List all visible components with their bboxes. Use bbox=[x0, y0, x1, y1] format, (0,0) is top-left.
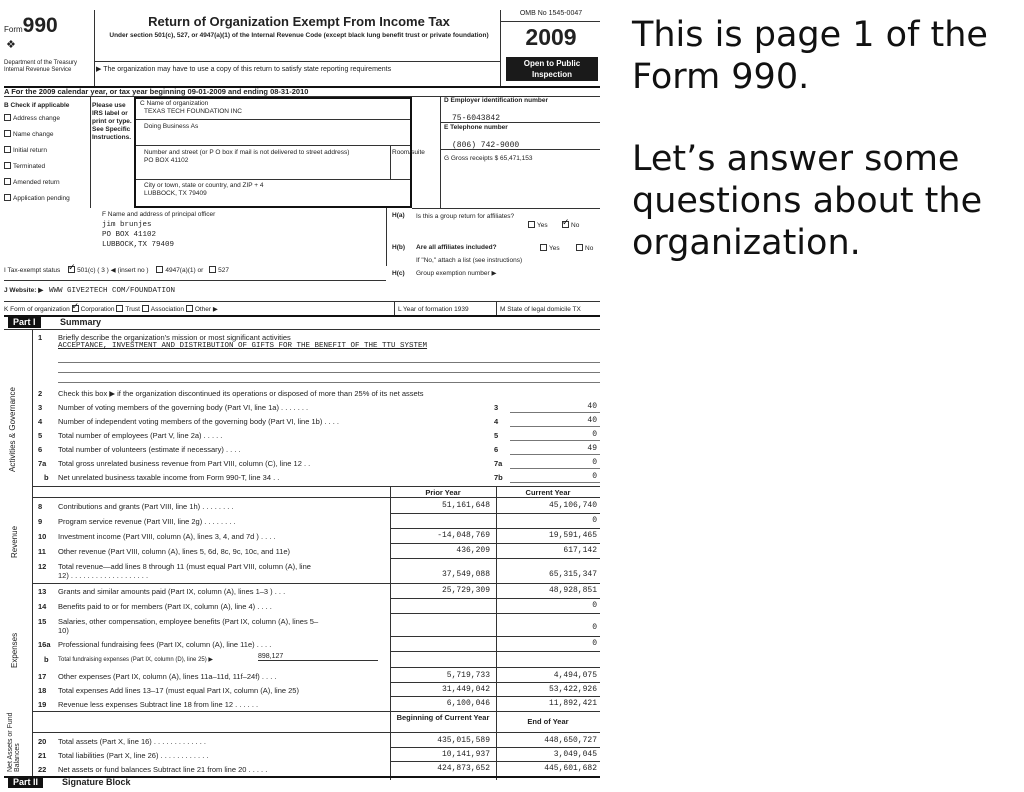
caption-line-2: Let’s answer some questions about the organization. bbox=[632, 139, 983, 263]
omb-number: OMB No 1545-0047 bbox=[519, 10, 583, 17]
ha-tag: H(a) bbox=[392, 212, 405, 219]
investment-income-prior: -14,048,769 bbox=[437, 531, 490, 540]
officer-name-address bbox=[102, 220, 174, 250]
total-revenue-current: 65,315,347 bbox=[548, 570, 597, 579]
form-label: Form bbox=[4, 25, 23, 34]
total-fundraising-expenses: 898,127 bbox=[258, 653, 378, 661]
line-7a-text: Total gross unrelated business revenue from Part VIII, column (C), line 12 . . bbox=[58, 459, 311, 468]
hb-no[interactable]: No bbox=[576, 244, 593, 252]
tax-year-row: A For the 2009 calendar year, or tax year beginning 09-01-2009 and ending 08-31-2010 bbox=[4, 87, 309, 96]
beginning-year-header: Beginning of Current Year bbox=[396, 713, 490, 722]
website-row bbox=[4, 286, 175, 295]
line-7b-text: Net unrelated business taxable income from Form 990-T, line 34 . . bbox=[58, 473, 280, 482]
independent-members-value: 40 bbox=[587, 416, 597, 425]
other-expenses-current: 4,494,075 bbox=[553, 671, 597, 680]
revenue-less-expenses-prior: 6,100,046 bbox=[446, 699, 490, 708]
org-name-label: C Name of organization bbox=[140, 100, 209, 107]
hb-yes[interactable]: Yes bbox=[540, 244, 560, 252]
other-revenue-current: 617,142 bbox=[563, 546, 597, 555]
slide-caption bbox=[632, 14, 1016, 264]
status-527[interactable]: 527 bbox=[209, 267, 229, 274]
program-service-current: 0 bbox=[592, 516, 597, 525]
line-14-text: Benefits paid to or for members (Part IX, column (A), line 4) . . . . bbox=[58, 602, 272, 611]
line-9-text: Program service revenue (Part VIII, line 2g) . . . . . . . . bbox=[58, 517, 236, 526]
gross-receipts: G Gross receipts $ 65,471,153 bbox=[444, 155, 533, 162]
total-liabilities-beginning: 10,141,937 bbox=[441, 750, 490, 759]
line-15-text: Salaries, other compensation, employee benefits (Part IX, column (A), lines 5– bbox=[58, 617, 319, 626]
city-label: City or town, state or country, and ZIP + 4 bbox=[144, 182, 264, 189]
line-17-text: Other expenses (Part IX, column (A), lines 11a–11d, 11f–24f) . . . . bbox=[58, 672, 277, 681]
salaries-current: 0 bbox=[592, 623, 597, 632]
room-label: Room/suite bbox=[392, 149, 425, 156]
unrelated-revenue-value: 0 bbox=[592, 458, 597, 467]
hc-tag: H(c) bbox=[392, 270, 405, 277]
irs-label-instructions: Please use IRS label or print or type. See Specific Instructions. bbox=[92, 102, 132, 141]
side-label-revenue: Revenue bbox=[10, 525, 19, 558]
officer-name: jim brunjes bbox=[102, 221, 152, 229]
org-type-other[interactable]: Other ▶ bbox=[186, 306, 218, 313]
org-type-trust[interactable]: Trust bbox=[116, 306, 140, 313]
caption-line-1: This is page 1 of the Form 990. bbox=[632, 15, 988, 97]
total-assets-end: 448,650,727 bbox=[544, 736, 597, 745]
line-10-text: Investment income (Part VIII, column (A), lines 3, 4, and 7d ) . . . . bbox=[58, 532, 276, 541]
check-if-applicable bbox=[4, 101, 90, 207]
end-year-header: End of Year bbox=[527, 717, 569, 726]
department-label: Department of the Treasury Internal Revenue Service bbox=[4, 60, 78, 73]
part-1-title: Summary bbox=[60, 317, 102, 327]
benefits-paid-current: 0 bbox=[592, 601, 597, 610]
other-revenue-prior: 436,209 bbox=[456, 546, 490, 555]
employees-value: 0 bbox=[592, 430, 597, 439]
part-2-title: Signature Block bbox=[62, 777, 131, 787]
net-assets-end: 445,601,682 bbox=[544, 764, 597, 773]
open-to-public-badge: Open to Public Inspection bbox=[506, 57, 598, 81]
line-3-text: Number of voting members of the governing body (Part VI, line 1a) . . . . . . . bbox=[58, 403, 309, 412]
phone-value: (806) 742-9000 bbox=[452, 141, 520, 150]
phone-label: E Telephone number bbox=[444, 124, 508, 131]
form-title: Return of Organization Exempt From Income Tax bbox=[148, 14, 450, 29]
org-name: TEXAS TECH FOUNDATION INC bbox=[144, 108, 242, 115]
officer-label: F Name and address of principal officer bbox=[102, 211, 216, 218]
unrelated-income-value: 0 bbox=[592, 472, 597, 481]
grants-paid-prior: 25,729,309 bbox=[441, 586, 490, 595]
organization-name-box bbox=[134, 97, 425, 208]
net-assets-beginning: 424,873,652 bbox=[437, 764, 490, 773]
line-4-text: Number of independent voting members of the governing body (Part VI, line 1b) . . . . bbox=[58, 417, 339, 426]
street-label: Number and street (or P O box if mail is not delivered to street address) bbox=[144, 149, 350, 156]
line-20-text: Total assets (Part X, line 16) . . . . . . . . . . . . . bbox=[58, 737, 206, 746]
line-11-text: Other revenue (Part VIII, column (A), lines 5, 6d, 8c, 9c, 10c, and 11e) bbox=[58, 547, 291, 556]
checkbox-initial-return[interactable]: Initial return bbox=[4, 143, 90, 159]
side-label-governance: Activities & Governance bbox=[8, 387, 17, 472]
ha-yes[interactable]: Yes bbox=[528, 221, 548, 229]
checkbox-name-change[interactable]: Name change bbox=[4, 127, 90, 143]
officer-address-1: PO BOX 41102 bbox=[102, 231, 157, 239]
status-501c[interactable]: ✓ 501(c) ( 3 ) ◀ (insert no ) bbox=[68, 267, 148, 274]
form-of-organization: K Form of organization ✓ Corporation Trust Association Other ▶ bbox=[4, 305, 218, 313]
checkbox-application-pending[interactable]: Application pending bbox=[4, 191, 90, 207]
line-21-text: Total liabilities (Part X, line 26) . . . . . . . . . . . . bbox=[58, 751, 209, 760]
total-expenses-current: 53,422,926 bbox=[548, 685, 597, 694]
legal-domicile: M State of legal domicile TX bbox=[500, 306, 581, 313]
tax-exempt-label: I Tax-exempt status bbox=[4, 267, 61, 274]
ha-no[interactable]: ✓ No bbox=[562, 221, 579, 229]
line-16b-text: Total fundraising expenses (Part IX, column (D), line 25) ▶ bbox=[58, 657, 214, 663]
status-4947[interactable]: 4947(a)(1) or bbox=[156, 267, 203, 274]
line-22-text: Net assets or fund balances Subtract line 21 from line 20 . . . . . bbox=[58, 765, 268, 774]
officer-address-2: LUBBOCK,TX 79409 bbox=[102, 241, 175, 249]
contributions-prior: 51,161,648 bbox=[441, 501, 490, 510]
mission-statement: ACCEPTANCE, INVESTMENT AND DISTRIBUTION OF GIFTS FOR THE BENEFIT OF THE TTU SYSTEM bbox=[58, 342, 428, 350]
line-12-text-cont: 12) . . . . . . . . . . . . . . . . . . . bbox=[58, 571, 149, 580]
line-5-text: Total number of employees (Part V, line 2a) . . . . . bbox=[58, 431, 223, 440]
form-990-page: Form990 ❖ Department of the Treasury Internal Revenue Service Return of Organization Exempt From Income Tax Under section 501(c), 527, or 4947(a)(1) of the Internal Revenue Code (except black lung benefit trust or private foundation) ▶ The organization may have to use a copy of this return to satisfy state reporting requirements OMB No 1545-0047 2009 Open to Public Inspection A For the 2009 calendar year, or tax year beginning 09-01-2009 and ending 08-31-2010 B Check if applicable Address change Name change Initial return Terminated Amended return Application pending Please use IRS label or print or type. See Specific Instructions. C Name of organization TEXAS TECH FOUNDATION INC Doing Business As Number and street (or P O box if mail is not delivered to street address) PO BOX 41102 Room/suite City or town, state or country, and ZIP + 4 LUBBOCK, TX 79409 D Employer identification number 75-6043842 E Telephone number (806) 742-9000 G Gross receipts $ 65,471,153 F Name and address of principal officer jim brunjes PO BOX 41102 LUBBOCK,TX 79409 H(a) Is this a group return for affiliates? Yes ✓ No H(b) Are all affiliates included? Yes No If "No," attach a list (see instructions) H(c) Group exemption number ▶ I Tax-exempt status ✓ 501(c) ( 3 ) ◀ (insert no ) 4947(a)(1) or 527 J Website: ▶ WWW GIVE2TECH COM/FOUNDATION K Form of organization ✓ Corporation Trust Association Other ▶ L Year of formation 1939 M State of legal domicile TX Part I Summary Activities & Governance Revenue Expenses Net Assets or Fund Balances 1 Briefly describe the organization's mission or most significant activities ACCEPTANCE, INVESTMENT AND DISTRIBUTION OF GIFTS FOR THE BENEFIT OF THE TTU SYSTEM 2 Check this box ▶ if the organization discontinued its operations or disposed of more than 25% of its net assets 3 Number of voting members of the governing body (Part VI, line 1a) . . . . . . . 3 40 4 Number of independent voting members of the governing body (Part VI, line 1b) . . . . 4 40 5 Total number of employees (Part V, line 2a) . . . . . 5 0 6 Total number of volunteers (estimate if necessary) . . . . 6 49 7a Total gross unrelated business revenue from Part VIII, column (C), line 12 . . 7a 0 b Net unrelated business taxable income from Form 990-T, line 34 . . 7b 0 Prior Year Current Year 8 Contributions and grants (Part VIII, line 1h) . . . . . . . . 51,161,648 45,106,740 9 Program service revenue (Part VIII, line 2g) . . . . . . . . 0 10 Investment income (Part VIII, column (A), lines 3, 4, and 7d ) . . . . -14,048,769 19,591,465 11 Other revenue (Part VIII, column (A), lines 5, 6d, 8c, 9c, 10c, and 11e) 436,209 617,142 12 Total revenue—add lines 8 through 11 (must equal Part VIII, column (A), line 12) . . . . . . . . . . . . . . . . . . . 37,549,088 65,315,347 13 Grants and similar amounts paid (Part IX, column (A), lines 1–3 ) . . . 25,729,309 48,928,851 14 Benefits paid to or for members (Part IX, column (A), line 4) . . . . 0 15 Salaries, other compensation, employee benefits (Part IX, column (A), lines 5– 10) 0 16a Professional fundraising fees (Part IX, column (A), line 11e) . . . . 0 b Total fundraising expenses (Part IX, column (D), line 25) ▶ 898,127 17 Other expenses (Part IX, column (A), lines 11a–11d, 11f–24f) . . . . 5,719,733 4,494,075 18 Total expenses Add lines 13–17 (must equal Part IX, column (A), line 25) 31,449,042 53,422,926 19 Revenue less expenses Subtract line 18 from line 12 . . . . . . 6,100,046 11,892,421 Beginning of Current Year End of Year 20 Total assets (Part X, line 16) . . . . . . . . . . . . . 435,015,589 448,650,727 21 Total liabilities (Part X, line 26) . . . . . . . . . . . . 10,141,937 3,049,045 22 Net assets or fund balances Subtract line 21 from line 20 . . . . . 424,873,652 445,601,682 Part II Signature Block bbox=[4, 8, 600, 788]
hb-note: If "No," attach a list (see instructions) bbox=[416, 257, 523, 264]
part-1-tag: Part I bbox=[8, 317, 41, 328]
ha-question: Is this a group return for affiliates? bbox=[416, 213, 515, 220]
checkbox-terminated[interactable]: Terminated bbox=[4, 159, 90, 175]
line-16a-text: Professional fundraising fees (Part IX, column (A), line 11e) . . . . bbox=[58, 640, 272, 649]
total-revenue-prior: 37,549,088 bbox=[441, 570, 490, 579]
line-12-text: Total revenue—add lines 8 through 11 (must equal Part VIII, column (A), line bbox=[58, 562, 311, 571]
line-2-text: Check this box ▶ if the organization discontinued its operations or disposed of more than 25% of its net assets bbox=[58, 389, 424, 398]
part-2-tag: Part II bbox=[8, 777, 43, 788]
current-year-header: Current Year bbox=[525, 488, 571, 497]
website-url: WWW GIVE2TECH COM/FOUNDATION bbox=[49, 287, 176, 295]
line-13-text: Grants and similar amounts paid (Part IX, column (A), lines 1–3 ) . . . bbox=[58, 587, 286, 596]
street-address: PO BOX 41102 bbox=[144, 157, 189, 164]
form-number bbox=[4, 14, 58, 38]
total-liabilities-end: 3,049,045 bbox=[553, 750, 597, 759]
org-type-association[interactable]: Association bbox=[142, 306, 184, 313]
website-label: J Website: ▶ bbox=[4, 287, 44, 294]
org-type-corporation[interactable]: ✓ Corporation bbox=[72, 306, 115, 313]
fundraising-fees-current: 0 bbox=[592, 639, 597, 648]
other-expenses-prior: 5,719,733 bbox=[446, 671, 490, 680]
eagle-seal-icon: ❖ bbox=[6, 39, 16, 51]
check-b-label: B Check if applicable bbox=[4, 102, 70, 109]
line-18-text: Total expenses Add lines 13–17 (must equal Part IX, column (A), line 25) bbox=[58, 686, 299, 695]
side-label-net-assets: Net Assets or Fund Balances bbox=[7, 712, 21, 772]
year-of-formation: L Year of formation 1939 bbox=[398, 306, 469, 313]
ein-label: D Employer identification number bbox=[444, 97, 549, 104]
checkbox-address-change[interactable]: Address change bbox=[4, 111, 90, 127]
total-expenses-prior: 31,449,042 bbox=[441, 685, 490, 694]
prior-year-header: Prior Year bbox=[425, 488, 461, 497]
total-assets-beginning: 435,015,589 bbox=[437, 736, 490, 745]
form-number-value: 990 bbox=[22, 14, 58, 37]
form-subtitle: Under section 501(c), 527, or 4947(a)(1) of the Internal Revenue Code (except black lung benefit trust or private foundation) bbox=[109, 32, 489, 39]
grants-paid-current: 48,928,851 bbox=[548, 586, 597, 595]
line-19-text: Revenue less expenses Subtract line 18 from line 12 . . . . . . bbox=[58, 700, 259, 709]
contributions-current: 45,106,740 bbox=[548, 501, 597, 510]
investment-income-current: 19,591,465 bbox=[548, 531, 597, 540]
line-8-text: Contributions and grants (Part VIII, line 1h) . . . . . . . . bbox=[58, 502, 234, 511]
voting-members-value: 40 bbox=[587, 402, 597, 411]
ein-value: 75-6043842 bbox=[452, 114, 501, 123]
hb-question: Are all affiliates included? bbox=[416, 244, 497, 251]
tax-exempt-status bbox=[4, 266, 229, 274]
line-6-text: Total number of volunteers (estimate if necessary) . . . . bbox=[58, 445, 241, 454]
hc-question: Group exemption number ▶ bbox=[416, 270, 497, 277]
city-state-zip: LUBBOCK, TX 79409 bbox=[144, 190, 207, 197]
revenue-less-expenses-current: 11,892,421 bbox=[548, 699, 597, 708]
side-label-expenses: Expenses bbox=[10, 632, 19, 668]
line-16b-number: b bbox=[44, 655, 49, 664]
dba-label: Doing Business As bbox=[144, 123, 199, 130]
state-reporting-notice: ▶ The organization may have to use a copy of this return to satisfy state reporting requirements bbox=[96, 66, 392, 73]
checkbox-amended-return[interactable]: Amended return bbox=[4, 175, 90, 191]
line-15-text-cont: 10) bbox=[58, 626, 69, 635]
line-1-text: Briefly describe the organization's mission or most significant activities bbox=[58, 333, 291, 342]
tax-year: 2009 bbox=[525, 24, 577, 50]
volunteers-value: 49 bbox=[587, 444, 597, 453]
hb-tag: H(b) bbox=[392, 244, 405, 251]
